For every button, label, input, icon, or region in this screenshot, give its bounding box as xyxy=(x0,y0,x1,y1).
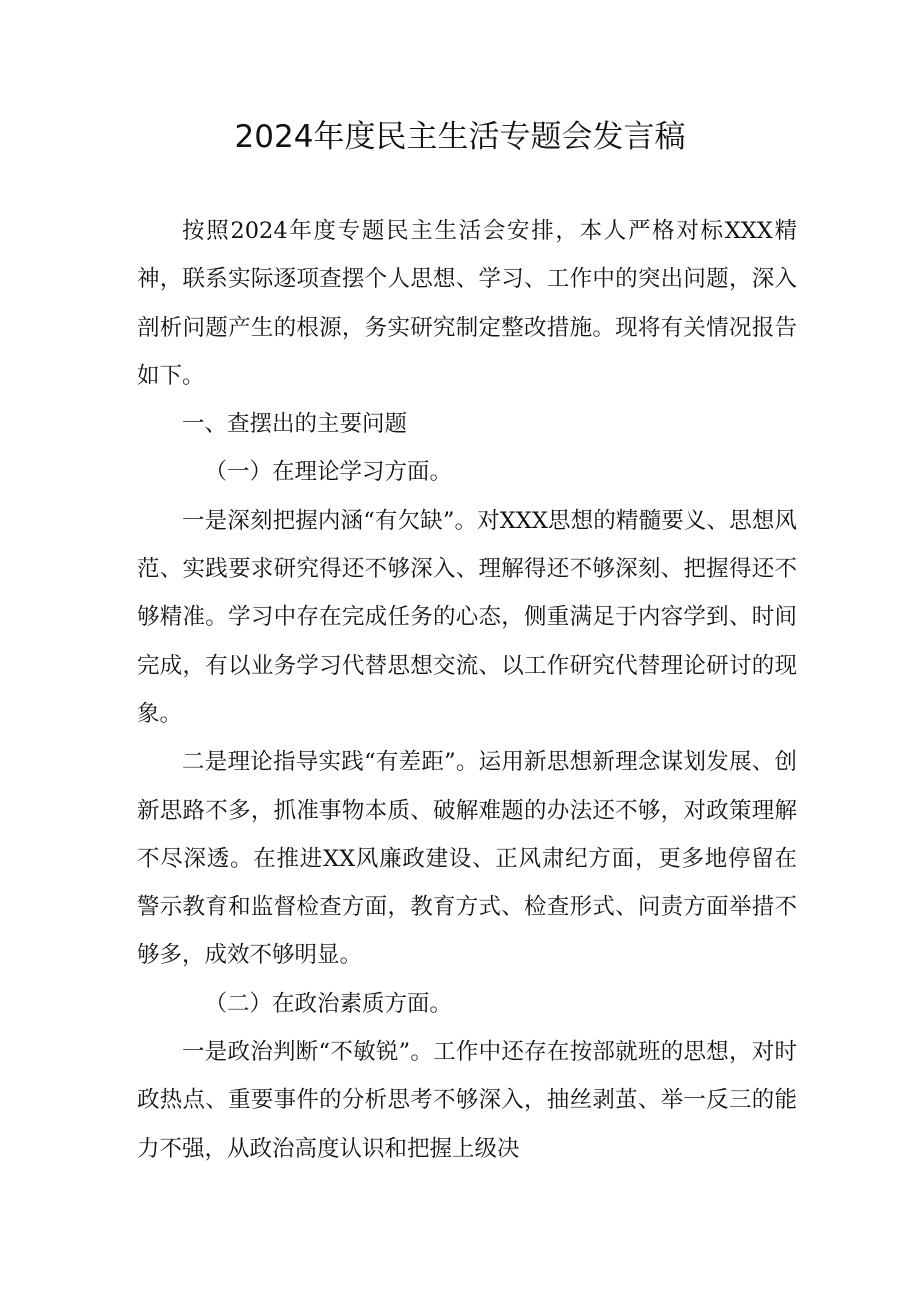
theory-study-point-two: 二是理论指导实践“有差距”。运用新思想新理念谋划发展、创新思路不多，抓准事物本质、破解难题的办法还不够，对政策理解不尽深透。在推进XX风廉政建设、正风肃纪方面，更多地停留在警示教育和监督检查方面，教育方式、检查形式、问责方面举措不够多，成效不够明显。 xyxy=(137,749,797,969)
subsection-heading-theory-study: （一）在理论学习方面。 xyxy=(204,459,453,486)
document-body xyxy=(137,207,797,1173)
subsection-heading-political-quality: （二）在政治素质方面。 xyxy=(204,990,453,1017)
section-heading-problems: 一、查摆出的主要问题 xyxy=(182,411,408,438)
document-title: 2024年度民主生活专题会发言稿 xyxy=(234,119,686,155)
political-quality-point-one: 一是政治判断“不敏锐”。工作中还存在按部就班的思想，对时政热点、重要事件的分析思考不够深入，抽丝剥茧、举一反三的能力不强，从政治高度认识和把握上级决 xyxy=(137,1039,797,1162)
intro-paragraph: 按照2024年度专题民主生活会安排，本人严格对标XXX精神，联系实际逐项查摆个人思想、学习、工作中的突出问题，深入剖析问题产生的根源，务实研究制定整改措施。现将有关情况报告如下。 xyxy=(137,218,797,389)
theory-study-point-one: 一是深刻把握内涵“有欠缺”。对XXX思想的精髓要义、思想风范、实践要求研究得还不够深入、理解得还不够深刻、把握得还不够精准。学习中存在完成任务的心态，侧重满足于内容学到、时间完成，有以业务学习代替思想交流、以工作研究代替理论研讨的现象。 xyxy=(137,507,797,727)
